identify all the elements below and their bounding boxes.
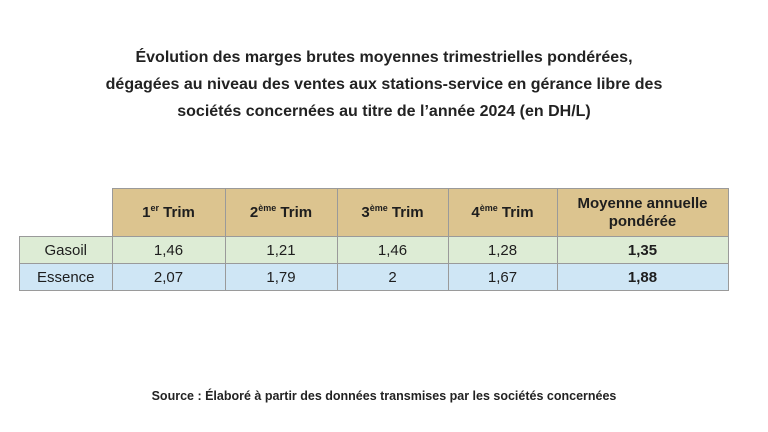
- table-row-essence: [20, 264, 729, 291]
- cell-gasoil-trim-3: 1,46: [337, 237, 448, 264]
- header-trim-2: 2ème Trim: [225, 189, 337, 237]
- title-line-3: sociétés concernées au titre de l’année 2024 (en DH/L): [177, 103, 591, 120]
- row-label-gasoil: Gasoil: [20, 237, 113, 264]
- header-trim-4: 4ème Trim: [448, 189, 557, 237]
- cell-essence-average: 1,88: [557, 264, 728, 291]
- cell-gasoil-trim-2: 1,21: [225, 237, 337, 264]
- cell-essence-trim-3: 2: [337, 264, 448, 291]
- table-row-gasoil: [20, 237, 729, 264]
- cell-gasoil-trim-4: 1,28: [448, 237, 557, 264]
- source-note: Source : Élaboré à partir des données transmises par les sociétés concernées: [151, 389, 617, 403]
- table-header-row: [20, 189, 729, 237]
- header-trim-3: 3ème Trim: [337, 189, 448, 237]
- header-annual-average: Moyenne annuelle pondérée: [557, 189, 728, 237]
- table-corner-cell: [20, 189, 113, 237]
- cell-gasoil-average: 1,35: [557, 237, 728, 264]
- title-line-1: Évolution des marges brutes moyennes trimestrielles pondérées,: [135, 49, 633, 66]
- header-trim-1: 1er Trim: [112, 189, 225, 237]
- cell-essence-trim-2: 1,79: [225, 264, 337, 291]
- cell-gasoil-trim-1: 1,46: [112, 237, 225, 264]
- cell-essence-trim-4: 1,67: [448, 264, 557, 291]
- cell-essence-trim-1: 2,07: [112, 264, 225, 291]
- title-line-2: dégagées au niveau des ventes aux stations-service en gérance libre des: [105, 76, 663, 93]
- page-title: [40, 44, 728, 125]
- margins-table: [19, 188, 729, 291]
- row-label-essence: Essence: [20, 264, 113, 291]
